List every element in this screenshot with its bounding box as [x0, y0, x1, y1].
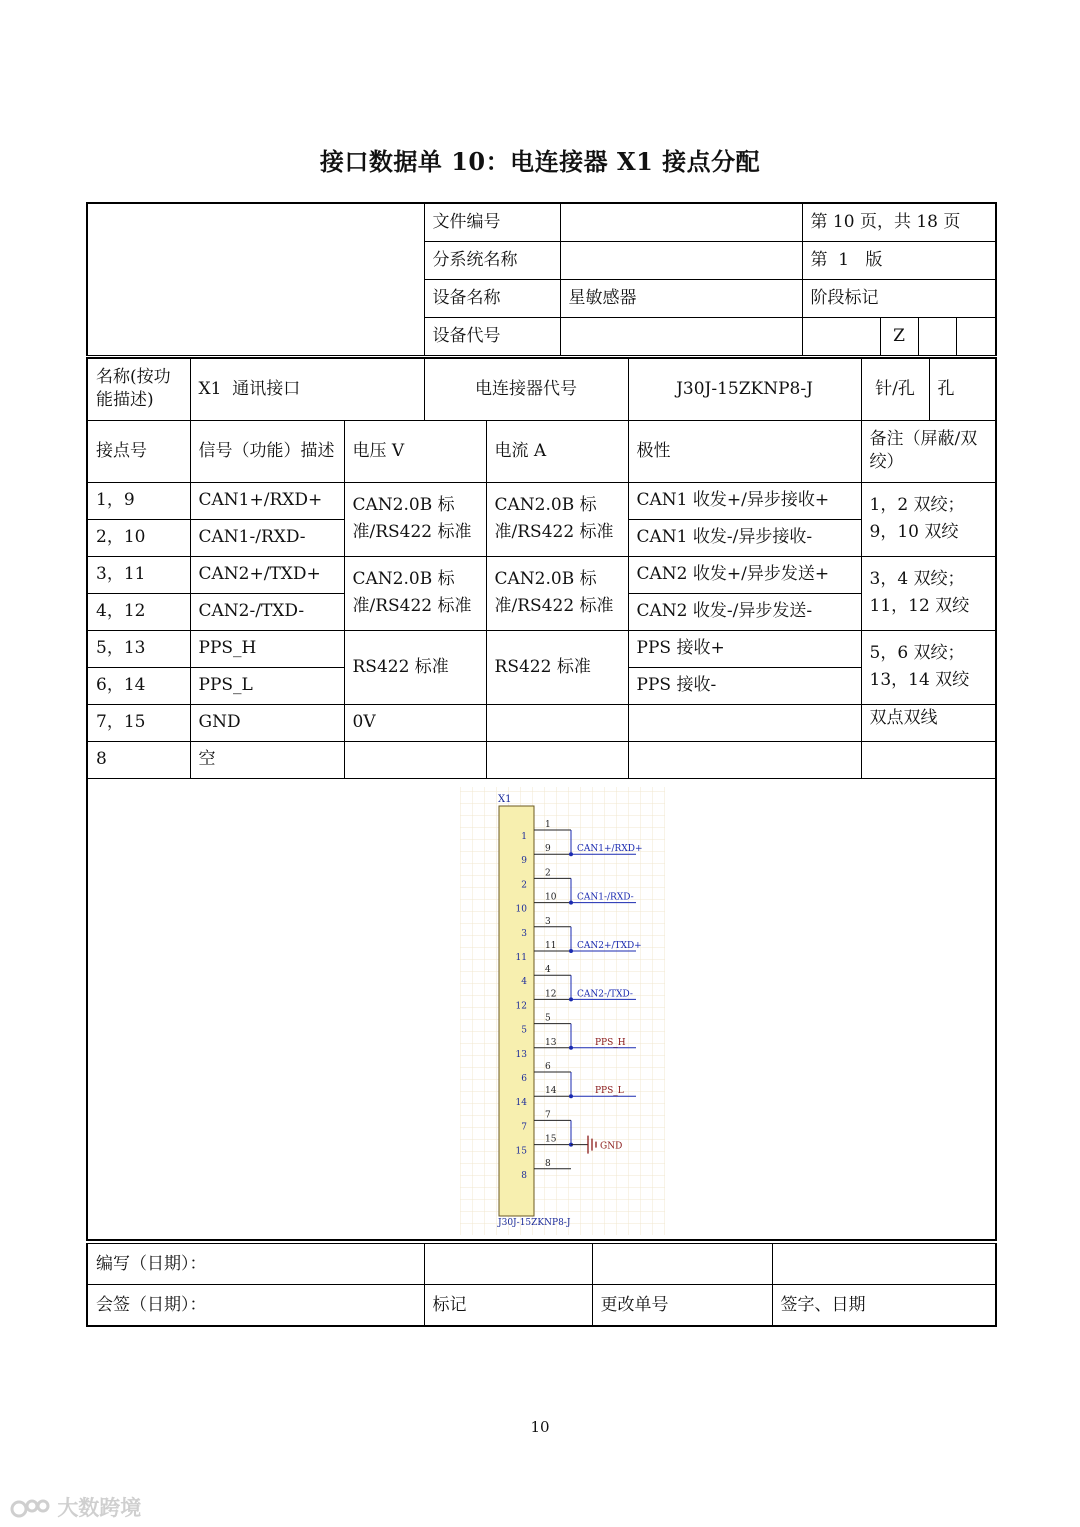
watermark-text: 大数跨境	[57, 1496, 142, 1520]
table-row-pin: 4，12	[87, 593, 190, 630]
col-header-voltage: 电压 V	[344, 420, 486, 482]
table-row-current	[486, 704, 628, 741]
connector-schematic	[88, 779, 993, 1239]
logo-blank-cell	[87, 203, 424, 356]
group-current: CAN2.0B 标准/RS422 标准	[486, 556, 628, 630]
inner-pin-number: 5	[521, 1025, 527, 1036]
outer-pin-number: 11	[545, 940, 557, 951]
subsystem-label: 分系统名称	[424, 242, 560, 280]
table-row-polarity: CAN2 收发-/异步发送-	[628, 593, 861, 630]
col-header-current: 电流 A	[486, 420, 628, 482]
table-row-current	[486, 741, 628, 778]
table-row-polarity: CAN2 收发+/异步发送+	[628, 556, 861, 593]
name-label: 名称(按功能描述)	[87, 358, 190, 420]
document-title: 接口数据单 10：电连接器 X1 接点分配	[319, 147, 761, 176]
group-voltage: CAN2.0B 标准/RS422 标准	[344, 556, 486, 630]
outer-pin-number: 15	[545, 1134, 557, 1145]
pin-type-value: 孔	[929, 358, 996, 420]
group-note: 3，4 双绞；11，12 双绞	[861, 556, 996, 630]
group-note: 5，6 双绞；13，14 双绞	[861, 630, 996, 704]
table-row-pin: 1，9	[87, 482, 190, 519]
sign-date-label: 签字、日期	[772, 1285, 996, 1327]
inner-pin-number: 7	[521, 1121, 527, 1132]
outer-pin-number: 14	[545, 1085, 557, 1096]
col-header-pin: 接点号	[87, 420, 190, 482]
table-row-pin: 6，14	[87, 667, 190, 704]
footer-table	[86, 1243, 997, 1327]
schematic-part-number: J30J-15ZKNP8-J	[498, 1217, 571, 1228]
footer-blank-2	[592, 1244, 772, 1285]
table-row-pin: 7，15	[87, 704, 190, 741]
table-row-polarity	[628, 704, 861, 741]
countersign-label: 会签（日期）：	[87, 1285, 424, 1327]
outer-pin-number: 12	[545, 988, 557, 999]
footer-blank-1	[424, 1244, 592, 1285]
table-row-pin: 8	[87, 741, 190, 778]
group-current: CAN2.0B 标准/RS422 标准	[486, 482, 628, 556]
stage-z: Z	[880, 318, 918, 356]
mark-label: 标记	[424, 1285, 592, 1327]
table-row-pin: 5，13	[87, 630, 190, 667]
stage-blank-3	[956, 318, 996, 356]
file-no-value	[560, 203, 802, 242]
net-label: GND	[600, 1141, 623, 1152]
table-row-signal: CAN1+/RXD+	[190, 482, 344, 519]
table-row-signal: CAN2-/TXD-	[190, 593, 344, 630]
table-row-pin: 3，11	[87, 556, 190, 593]
table-row-signal: 空	[190, 741, 344, 778]
inner-pin-number: 6	[521, 1073, 527, 1084]
stage-blank-1	[802, 318, 880, 356]
col-header-note: 备注（屏蔽/双绞）	[861, 420, 996, 482]
page-info: 第 10 页，共 18 页	[802, 203, 996, 242]
table-row-voltage	[344, 741, 486, 778]
col-header-polarity: 极性	[628, 420, 861, 482]
outer-pin-number: 3	[545, 916, 551, 927]
stage-blank-2	[918, 318, 956, 356]
subsystem-value	[560, 242, 802, 280]
outer-pin-number: 2	[545, 867, 551, 878]
inner-pin-number: 13	[515, 1049, 527, 1060]
watermark	[10, 1492, 141, 1522]
inner-pin-number: 3	[521, 928, 527, 939]
col-header-signal: 信号（功能）描述	[190, 420, 344, 482]
device-code-value	[560, 318, 802, 356]
net-label: PPS_H	[595, 1037, 626, 1048]
group-current: RS422 标准	[486, 630, 628, 704]
table-row-pin: 2，10	[87, 519, 190, 556]
connector-code-value: J30J-15ZKNP8-J	[628, 358, 861, 420]
table-row-polarity: PPS 接收-	[628, 667, 861, 704]
group-voltage: CAN2.0B 标准/RS422 标准	[344, 482, 486, 556]
table-row-polarity: CAN1 收发-/异步接收-	[628, 519, 861, 556]
table-row-polarity	[628, 741, 861, 778]
net-label: CAN1+/RXD+	[577, 843, 643, 854]
outer-pin-number: 5	[545, 1013, 551, 1024]
name-value: X1 通讯接口	[190, 358, 424, 420]
group-voltage: RS422 标准	[344, 630, 486, 704]
inner-pin-number: 15	[515, 1146, 527, 1157]
inner-pin-number: 10	[515, 904, 527, 915]
connector-code-label: 电连接器代号	[424, 358, 628, 420]
inner-pin-number: 9	[521, 855, 527, 866]
inner-pin-number: 8	[521, 1170, 527, 1181]
device-code-label: 设备代号	[424, 318, 560, 356]
net-label: CAN2-/TXD-	[577, 988, 633, 999]
table-row-signal: GND	[190, 704, 344, 741]
outer-pin-number: 9	[545, 843, 551, 854]
table-row-polarity: CAN1 收发+/异步接收+	[628, 482, 861, 519]
file-no-label: 文件编号	[424, 203, 560, 242]
stage-label: 阶段标记	[802, 280, 996, 318]
inner-pin-number: 2	[521, 879, 527, 890]
outer-pin-number: 4	[545, 964, 551, 975]
table-row-note: 双点双线	[861, 704, 996, 741]
table-row-signal: PPS_H	[190, 630, 344, 667]
inner-pin-number: 1	[521, 831, 527, 842]
watermark-logo-icon	[10, 1498, 50, 1520]
group-note: 1，2 双绞；9，10 双绞	[861, 482, 996, 556]
version-label: 第 1 版	[802, 242, 996, 280]
pin-type-label: 针/孔	[861, 358, 929, 420]
outer-pin-number: 1	[545, 819, 551, 830]
outer-pin-number: 13	[545, 1037, 557, 1048]
author-label: 编写（日期）：	[87, 1244, 424, 1285]
footer-blank-3	[772, 1244, 996, 1285]
net-label: CAN1-/RXD-	[577, 892, 634, 903]
table-row-signal: CAN1-/RXD-	[190, 519, 344, 556]
outer-pin-number: 7	[545, 1109, 551, 1120]
table-row-voltage: 0V	[344, 704, 486, 741]
page-number: 10	[530, 1418, 550, 1436]
device-name-value: 星敏感器	[560, 280, 802, 318]
inner-pin-number: 14	[515, 1097, 527, 1108]
table-row-signal: CAN2+/TXD+	[190, 556, 344, 593]
table-row-note	[861, 741, 996, 778]
inner-pin-number: 12	[515, 1000, 527, 1011]
table-row-polarity: PPS 接收+	[628, 630, 861, 667]
change-no-label: 更改单号	[592, 1285, 772, 1327]
inner-pin-number: 11	[515, 952, 527, 963]
outer-pin-number: 6	[545, 1061, 551, 1072]
net-label: PPS_L	[595, 1085, 624, 1096]
pin-assignment-table	[86, 357, 997, 1241]
table-row-signal: PPS_L	[190, 667, 344, 704]
inner-pin-number: 4	[521, 976, 527, 987]
header-table	[86, 202, 997, 356]
schematic-cell	[87, 778, 996, 1240]
outer-pin-number: 8	[545, 1158, 551, 1169]
device-name-label: 设备名称	[424, 280, 560, 318]
outer-pin-number: 10	[545, 892, 557, 903]
schematic-designator: X1	[498, 793, 512, 805]
net-label: CAN2+/TXD+	[577, 940, 642, 951]
